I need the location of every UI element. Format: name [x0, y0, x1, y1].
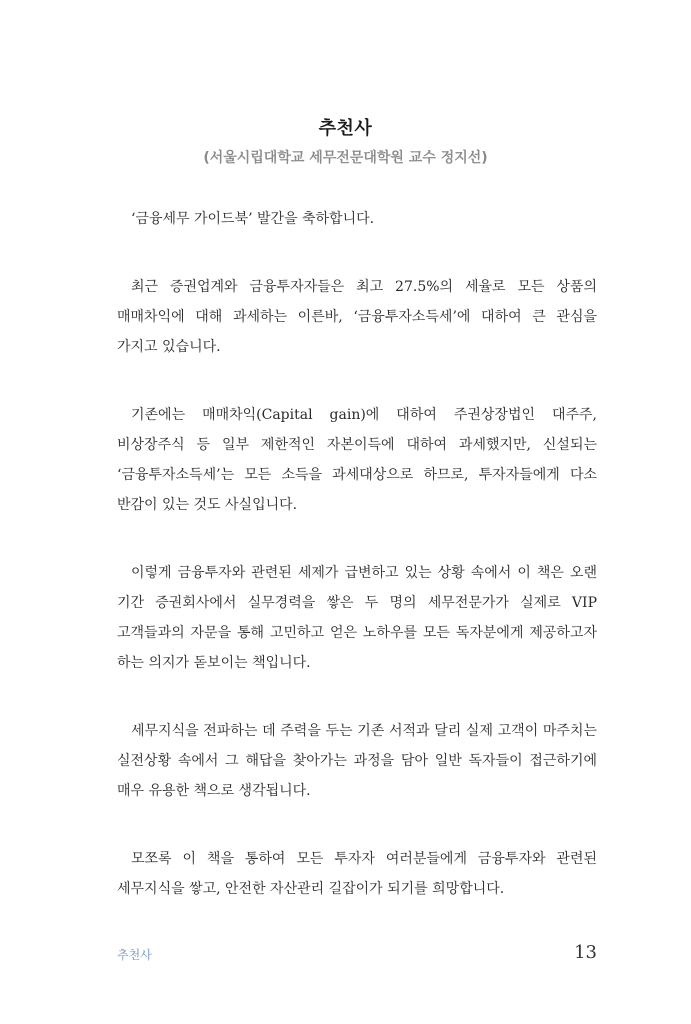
footer-section-label: 추천사: [117, 948, 152, 962]
page-number: 13: [574, 942, 597, 963]
paragraph-4: 이렇게 금융투자와 관련된 세제가 급변하고 있는 상황 속에서 이 책은 오랜 기간 증권회사에서 실무경력을 쌓은 두 명의 세무전문가가 실제로 VIP 고객들과의 자문을 통해 고민하고 얻은 노하우를 모든 독자분에게 제공하고자 하는 의지가 돋보이는 책입니다.: [117, 565, 597, 671]
paragraph-2: 최근 증권업계와 금융투자자들은 최고 27.5%의 세율로 모든 상품의 매매차익에 대해 과세하는 이른바, ‘금융투자소득세’에 대하여 큰 관심을 가지고 있습니다.: [117, 279, 597, 355]
page-subtitle: (서울시립대학교 세무전문대학원 교수 정지선): [203, 150, 488, 166]
paragraph-6: 모쪼록 이 책을 통하여 모든 투자자 여러분들에게 금융투자와 관련된 세무지식을 쌓고, 안전한 자산관리 길잡이가 되기를 희망합니다.: [117, 851, 597, 897]
paragraph-1: ‘금융세무 가이드북’ 발간을 축하합니다.: [131, 211, 375, 227]
paragraph-5: 세무지식을 전파하는 데 주력을 두는 기존 서적과 달리 실제 고객이 마주치는 실전상황 속에서 그 해답을 찾아가는 과정을 담아 일반 독자들이 접근하기에 매우 유용한 책으로 생각됩니다.: [117, 723, 597, 799]
body-text: [117, 204, 597, 942]
paragraph-3: 기존에는 매매차익(Capital gain)에 대하여 주권상장법인 대주주, 비상장주식 등 일부 제한적인 자본이득에 대하여 과세했지만, 신설되는 ‘금융투자소득세’는 모든 소득을 과세대상으로 하므로, 투자자들에게 다소 반감이 있는 것도 사실입니다.: [117, 407, 597, 513]
page-title: 추천사: [318, 118, 373, 139]
